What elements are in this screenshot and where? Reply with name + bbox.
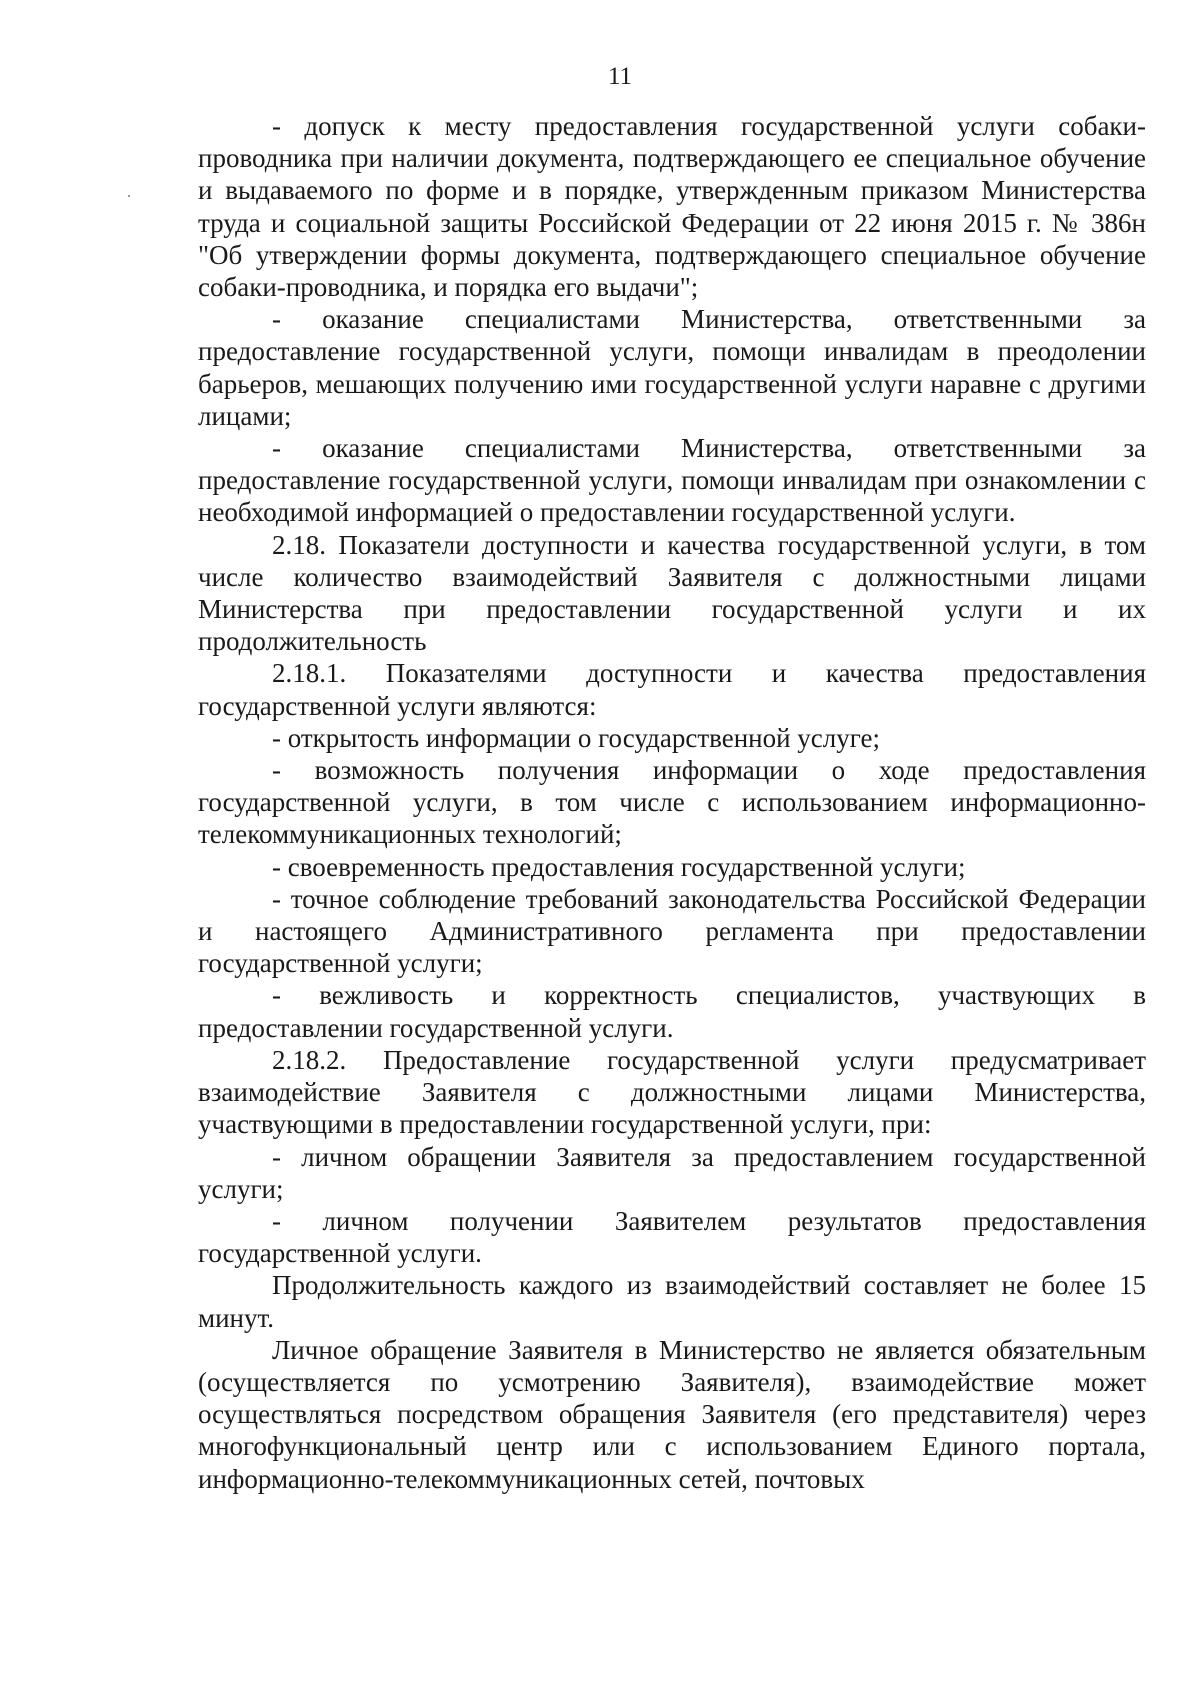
section-heading-2-18: 2.18. Показатели доступности и качества государственной услуги, в том числе количество взаимодействий Заявителя с должностными лицами Министерства при предоставлении государственной услуги и их продолжительность: [198, 529, 1146, 657]
list-item-compliance: - точное соблюдение требований законодательства Российской Федерации и настоящего Административного регламента при предоставлении государственной услуги;: [198, 883, 1146, 979]
paragraph-assistance-information: - оказание специалистами Министерства, ответственными за предоставление государственной услуги, помощи инвалидам при ознакомлении с необходимой информацией о предоставлении государственной услуги.: [198, 433, 1146, 528]
scan-speck: [128, 195, 130, 197]
paragraph-duration: Продолжительность каждого из взаимодействий составляет не более 15 минут.: [198, 1270, 1146, 1333]
paragraph-personal-appeal-optional: Личное обращение Заявителя в Министерство не является обязательным (осуществляется по усмотрению Заявителя), взаимодействие может осуществляться посредством обращения Заявителя (его представителя) через многофункциональный центр или с использованием Единого портала, информационно-телекоммуникационных сетей, почтовых: [198, 1334, 1146, 1494]
list-item-progress-info: - возможность получения информации о ходе предоставления государственной услуги, в том числе с использованием информационно-телекоммуникационных технологий;: [198, 755, 1146, 850]
list-item-timeliness: - своевременность предоставления государственной услуги;: [272, 851, 966, 882]
paragraph-guide-dog-access: - допуск к месту предоставления государственной услуги собаки-проводника при наличии документа, подтверждающего ее специальное обучение и выдаваемого по форме и в порядке, утвержденным приказом Министерства труда и социальной защиты Российской Федерации от 22 июня 2015 г. № 386н "Об утверждении формы документа, подтверждающего специальное обучение собаки-проводника, и порядка его выдачи";: [198, 111, 1146, 303]
paragraph-2-18-2: 2.18.2. Предоставление государственной услуги предусматривает взаимодействие Заявителя с должностными лицами Министерства, участвующими в предоставлении государственной услуги, при:: [198, 1044, 1146, 1140]
page-number: 11: [607, 63, 633, 90]
paragraph-2-18-1: 2.18.1. Показателями доступности и качества предоставления государственной услуги являются:: [198, 658, 1146, 721]
list-item-openness: - открытость информации о государственной услуге;: [272, 722, 880, 753]
list-item-politeness: - вежливость и корректность специалистов, участвующих в предоставлении государственной услуги.: [198, 980, 1146, 1043]
document-body: [198, 110, 1146, 1495]
paragraph-assistance-barriers: - оказание специалистами Министерства, ответственными за предоставление государственной услуги, помощи инвалидам в преодолении барьеров, мешающих получению ими государственной услуги наравне с другими лицами;: [198, 304, 1146, 431]
list-item-personal-appeal: - личном обращении Заявителя за предоставлением государственной услуги;: [198, 1141, 1146, 1204]
list-item-personal-receipt: - личном получении Заявителем результатов предоставления государственной услуги.: [198, 1205, 1146, 1269]
